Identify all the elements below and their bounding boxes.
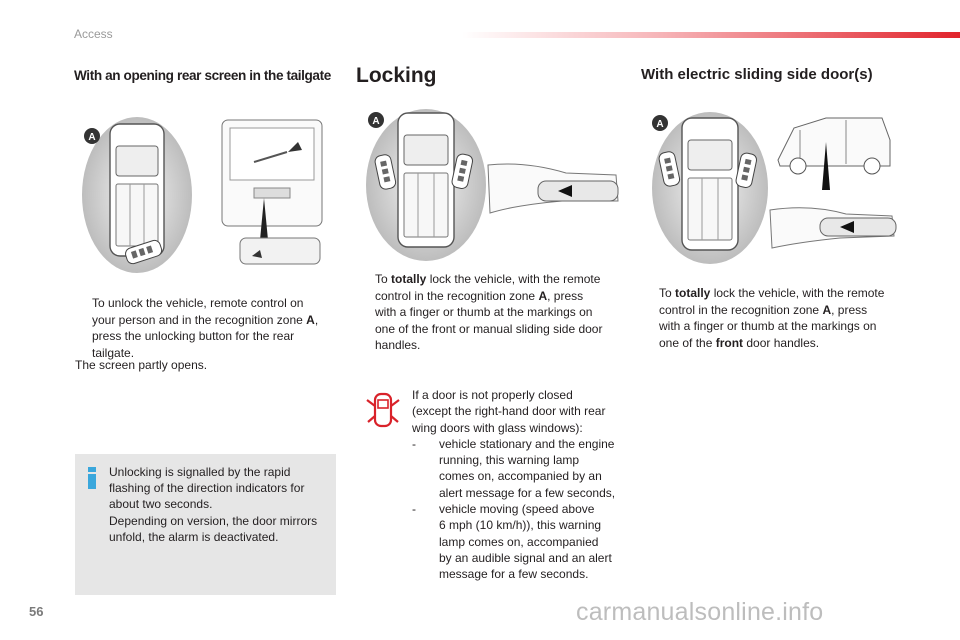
right-section-title: With electric sliding side door(s): [641, 66, 873, 83]
info-line: about two seconds.: [109, 497, 213, 512]
tailgate-unlock-illustration: [82, 110, 352, 280]
text-line: one of the front or manual sliding side door: [375, 321, 603, 336]
text-line: with a finger or thumb at the markings on: [659, 319, 877, 333]
dash-marker: -: [412, 502, 416, 517]
text-run: door handles.: [743, 335, 820, 350]
info-line: flashing of the direction indicators for: [109, 481, 305, 496]
text-line: your person and in the recognition zone: [92, 312, 307, 327]
emphasis: front: [715, 335, 744, 350]
screen-opens-note: The screen partly opens.: [75, 358, 208, 372]
watermark: carmanualsonline.info: [576, 598, 824, 626]
warning-line: (except the right-hand door with rear: [412, 404, 606, 419]
tailgate-button-detail: [240, 238, 320, 264]
dash-marker: -: [412, 436, 416, 451]
text-run: control in the recognition zone: [375, 288, 539, 303]
text-run: one of the: [659, 335, 716, 350]
header-accent-bar: [462, 32, 960, 38]
text-run: lock the vehicle, with the remote: [710, 286, 885, 300]
warning-text: [412, 387, 622, 583]
zone-label: A: [88, 132, 96, 143]
warning-line: running, this warning lamp: [439, 453, 580, 468]
zone-ref: A: [306, 312, 315, 327]
warning-item: [412, 501, 622, 582]
door-handle: [538, 181, 618, 201]
door-open-warning-icon: [365, 392, 401, 428]
zone-label: A: [656, 119, 664, 130]
text-line: tailgate.: [92, 345, 135, 360]
text-line: with a finger or thumb at the markings on: [375, 305, 593, 319]
info-line: Depending on version, the door mirrors: [109, 513, 318, 528]
info-line: unfold, the alarm is deactivated.: [109, 529, 279, 544]
sliding-door-illustration: [650, 110, 910, 280]
text-line: handles.: [375, 338, 421, 352]
warning-line: alert message for a few seconds,: [439, 485, 616, 500]
warning-line: lamp comes on, accompanied: [439, 534, 599, 549]
warning-item: [412, 436, 622, 501]
text-run: To: [375, 272, 392, 286]
text-run: , press: [547, 288, 584, 303]
emphasis: totally: [391, 272, 427, 286]
warning-line: wing doors with glass windows):: [412, 420, 583, 435]
warning-line: 6 mph (10 km/h)), this warning: [439, 518, 602, 533]
zone-ref: A: [822, 302, 832, 317]
right-instruction: [642, 285, 912, 353]
warning-line: comes on, accompanied by an: [439, 469, 602, 484]
emphasis: totally: [675, 286, 711, 300]
text-run: To: [659, 286, 676, 300]
left-instruction: [75, 295, 340, 365]
middle-instruction: [358, 271, 628, 355]
text-line: To unlock the vehicle, remote control on: [92, 296, 304, 310]
zone-ref: A: [538, 288, 548, 303]
warning-line: vehicle stationary and the engine: [439, 436, 615, 451]
door-handle: [820, 218, 896, 236]
info-icon: [87, 467, 97, 489]
info-line: Unlocking is signalled by the rapid: [109, 465, 291, 479]
warning-line: vehicle moving (speed above: [439, 502, 595, 517]
section-header: Access: [74, 27, 113, 41]
middle-section-title: Locking: [356, 64, 437, 87]
locking-illustration: [366, 105, 626, 275]
text-line: press the unlocking button for the rear: [92, 329, 295, 343]
warning-line: by an audible signal and an alert: [439, 550, 612, 565]
page-number: 56: [29, 604, 44, 619]
warning-line: If a door is not properly closed: [412, 388, 573, 402]
text-punct: ,: [314, 312, 319, 327]
text-run: lock the vehicle, with the remote: [426, 272, 601, 286]
text-run: , press: [831, 302, 868, 317]
info-text: [109, 464, 331, 545]
zone-label: A: [372, 116, 380, 127]
text-run: control in the recognition zone: [659, 302, 823, 317]
left-section-title: With an opening rear screen in the tailgate: [74, 68, 331, 83]
warning-line: message for a few seconds.: [439, 567, 589, 582]
